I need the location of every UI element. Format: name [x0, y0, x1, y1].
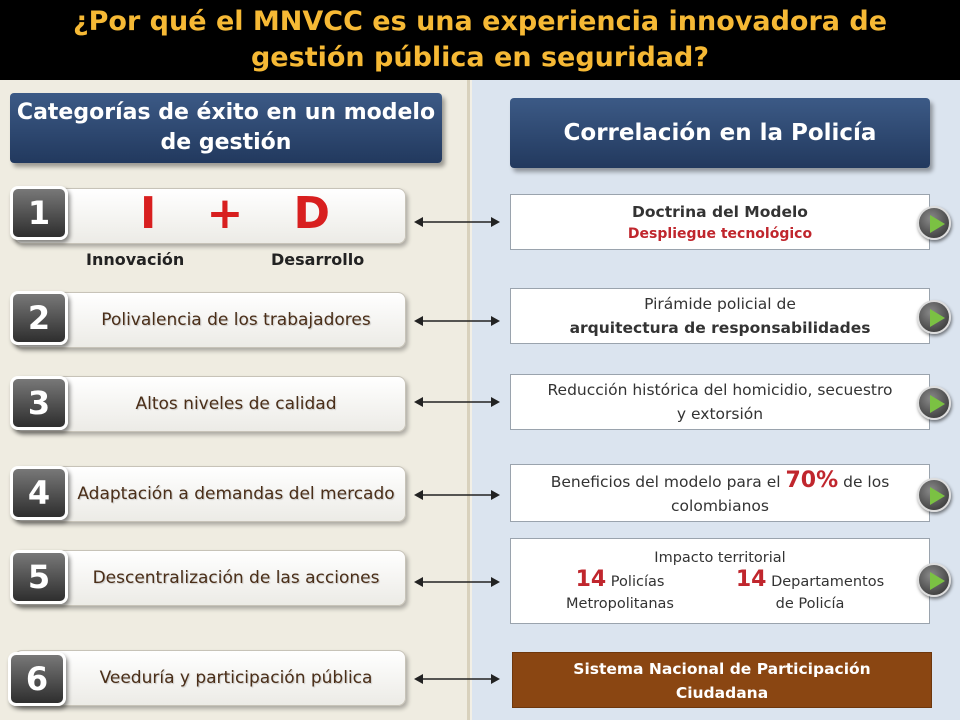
number-badge-3: 3 [10, 376, 68, 430]
box-5-stat-1 [540, 569, 700, 615]
box-3-line1: Reducción histórica del homicidio, secuestro [547, 381, 893, 399]
plus-sign: + [206, 188, 244, 239]
letter-d: D [293, 188, 330, 239]
correlation-box-2 [510, 288, 930, 344]
play-icon[interactable] [917, 478, 951, 512]
number-badge-4: 4 [10, 466, 68, 520]
category-5-text: Descentralización de las acciones [92, 568, 380, 588]
box-4-post: de los [838, 472, 890, 491]
box-3-line2: y extorsión [676, 405, 764, 423]
box-4-pre: Beneficios del modelo para el [550, 472, 786, 491]
category-3-pill [14, 376, 406, 432]
box-5-n1: 14 [575, 567, 607, 592]
category-3-text: Altos niveles de calidad [135, 394, 337, 414]
category-5-pill [14, 550, 406, 606]
box-6-line2: Ciudadana [675, 684, 769, 702]
box-4-highlight: 70% [785, 467, 839, 493]
slide-header [0, 0, 960, 80]
play-icon[interactable] [917, 206, 951, 240]
play-icon[interactable] [917, 563, 951, 597]
category-6-pill [14, 650, 406, 706]
play-icon[interactable] [917, 386, 951, 420]
number-badge-1: 1 [10, 186, 68, 240]
box-5-b1: Metropolitanas [566, 596, 674, 612]
box-5-a2: Departamentos [766, 574, 885, 590]
play-icon[interactable] [917, 300, 951, 334]
box-2-line1: Pirámide policial de [644, 295, 796, 313]
label-desarrollo: Desarrollo [271, 250, 365, 269]
category-2-text: Polivalencia de los trabajadores [101, 310, 371, 330]
correlation-box-4 [510, 464, 930, 522]
correlation-box-5 [510, 538, 930, 624]
category-6-text: Veeduría y participación pública [99, 668, 373, 688]
double-arrow-icon [414, 314, 500, 328]
header-title-line2: gestión pública en seguridad? [250, 42, 710, 73]
letter-i: I [140, 188, 157, 239]
correlation-box-1 [510, 194, 930, 250]
box-4-line1 [551, 469, 890, 494]
box-5-a1: Policías [606, 574, 665, 590]
box-6-line1: Sistema Nacional de Participación [573, 660, 871, 678]
box-5-b2: de Policía [775, 596, 845, 612]
header-title-line1: ¿Por qué el MNVCC es una experiencia innovadora de [72, 6, 888, 37]
label-innovacion: Innovación [86, 250, 185, 269]
number-badge-2: 2 [10, 291, 68, 345]
box-1-line1: Doctrina del Modelo [632, 203, 808, 221]
category-2-pill [14, 292, 406, 348]
box-1-line2: Despliegue tecnológico [627, 226, 813, 242]
categories-title: Categorías de éxito en un modelo de gestión [10, 93, 442, 163]
category-4-pill [14, 466, 406, 522]
double-arrow-icon [414, 672, 500, 686]
box-5-n2: 14 [735, 567, 767, 592]
number-badge-5: 5 [10, 550, 68, 604]
category-4-text: Adaptación a demandas del mercado [77, 484, 395, 504]
number-badge-6: 6 [8, 652, 66, 706]
box-5-stats [540, 569, 900, 615]
box-2-line2: arquitectura de responsabilidades [569, 319, 871, 337]
box-5-stat-2 [720, 569, 900, 615]
correlation-title: Correlación en la Policía [510, 98, 930, 168]
double-arrow-icon [414, 575, 500, 589]
correlation-box-6 [512, 652, 932, 708]
box-5-line1: Impacto territorial [654, 550, 786, 566]
double-arrow-icon [414, 215, 500, 229]
id-formula [120, 186, 350, 242]
double-arrow-icon [414, 488, 500, 502]
correlation-box-3 [510, 374, 930, 430]
double-arrow-icon [414, 395, 500, 409]
box-4-line2: colombianos [671, 496, 769, 515]
